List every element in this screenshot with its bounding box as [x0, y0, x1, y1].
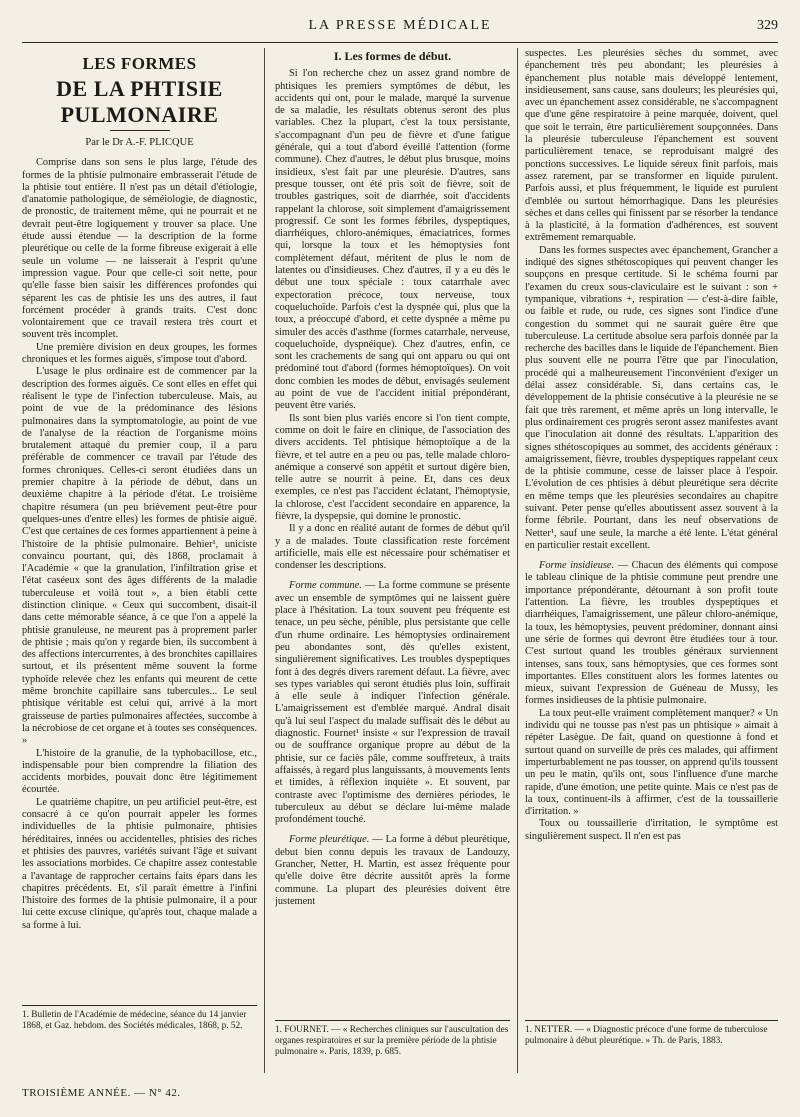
paragraph-forme-pleuretique [275, 834, 510, 908]
paragraph: La toux peut-elle vraiment complètement manquer? « Un individu qui ne tousse pas n'est pas un phtisique » aimait à répéter Lasègue. De fait, quand on questionne à fond et surtout quand on surveille de près ces malades, qui affirment imperturbablement ne pas tousser, on apprend qu'ils toussent un peu le matin, qu'ils ont, sous l'influence d'une marche rapide, d'une émotion, une petite quinte. Mais ce n'est pas de la toux, continuent-ils à affirmer, c'est de la toussaillerie d'irritation. » [525, 707, 778, 818]
paragraph: Il y a donc en réalité autant de formes de début qu'il y a de malades. Toute classification reste forcément artificielle, mais elle est nécessaire pour schématiser et condenser les descriptions. [275, 523, 510, 572]
column-1 [22, 48, 257, 1073]
issue-footer: TROISIÈME ANNÉE. — N° 42. [22, 1087, 181, 1099]
article-title-line2: DE LA PHTISIE PULMONAIRE [56, 76, 223, 127]
paragraph: Ils sont bien plus variés encore si l'on tient compte, comme on doit le faire en clinique, de l'association des divers accidents. Tel phtisique hémoptoïque a de la fièvre, et tel autre en a peu ou pas, telle malade chloro-anémique a conservé son appétit et surtout digère bien, telle autre se nourrit à peine. Et, dans ces deux exemples, ce n'est pas l'accident éclatant, l'hémoptysie, la chlorose, c'est l'accident secondaire en apparence, la fièvre, la dyspepsie, qui domine le pronostic. [275, 412, 510, 522]
paragraph: suspectes. Les pleurésies sèches du sommet, avec épanchement très peu abondant; les pleurésies à épanchement plus notable mais développé lentement, insidieusement, sans cause, sans douleurs; les pleurésies qui, avec un épanchement assez considérable, ne s'accompagnent que d'une gêne respiratoire à peine marquée, doivent, quel que soit le terrain, être particulièrement soupçonnées. Dans la pleurésie tuberculeuse l'épanchement est souvent particulièrement tenace, se reproduisant malgré des ponctions successives. Le liquide séreux finit parfois, mais assez rarement, par se transformer en liquide purulent. Parfois aussi, et plus fréquemment, le liquide est purulent d'emblée ou surtout hémorrhagique. Dans les pleurésies sèches et dans celles qui finissent par se résorber la tendance à la plasticité, à la formation d'adhérences, est souvent extrêmement remarquable. [525, 48, 778, 244]
column-divider [517, 48, 518, 1073]
paragraph: Comprise dans son sens le plus large, l'étude des formes de la phtisie pulmonaire embrasserait l'étude de la phtisie tout entière. Il n'est pas un détail d'étiologie, d'anatomie pathologique, de séméiologie, de diagnostic, de pronostic, de traitement même, qui ne pourrait et ne devrait peut-être logiquement y trouver sa place. Une étude aussi étendue — la description de la forme pleurétique ou celle de la forme fibreuse exigerait à elle seule un volume — ne laisserait à l'esprit qu'une impression vague. Pour que celle-ci soit nette, pour qu'elle fasse bien saisir les différences profondes qui séparent les cas de phtisie les uns des autres, il faut forcément procéder à grands traits. C'est donc volontairement que ce travail restera très court et souvent très incomplet. [22, 157, 257, 341]
article-title-line1: LES FORMES [82, 54, 197, 73]
paragraph: L'usage le plus ordinaire est de commencer par la description des formes aiguës. Ce sont elles en effet qui réalisent le type de l'infection tuberculeuse. Mais, au point de vue de la prédominance des lésions pulmonaires dans la symptomatologie, au point de vue de l'analyse de la réaction de l'organisme moins brutalement attaqué du premier coup, il a paru préférable de commencer ce travail par l'étude des formes chroniques. Celles-ci seront étudiées dans un premier chapitre à la période de début, dans un deuxième chapitre à la période d'état. Le troisième chapitre résumera (un peu brièvement peut-être pour quelques-unes d'entre elles) les formes de phtisie aiguë. C'est que certaines de ces formes appartiennent à peine à l'histoire de la phtisie pulmonaire. Behier¹, uniciste convaincu pourtant, qui, dès 1868, proclamait à l'Académie « que la granulation, l'infiltration grise et l'état caséeux sont des âges différents de la maladie tuberculeuse et voilà tout », a bien établi cette distinction clinique. « Ceux qui succombent, disait-il dans cette mémorable séance, à ce que l'on a appelé la phtisie granuleuse, ne meurent pas à proprement parler de phtisie ; mais qu'on y regarde bien, ils succombent à des affections intercurrentes, à des bronchites capillaires surtout, et ils présentent même souvent la forme typhoïde relevée chez les enfants qui meurent de cette même bronchite capillaire sans tubercules... Le seul phtisique véritable est celui qui, arrivé à la mort graisseuse de parties pulmonaires affectées, succombe à la nécrobiose de cet organe et à toutes ses conséquences. » [22, 366, 257, 747]
footnote-text: 1. NETTER. — « Diagnostic précoce d'une forme de tuberculose pulmonaire à début pleurétique. » Th. de Paris, 1883. [525, 1025, 768, 1046]
subsection-text: — La forme commune se présente avec un ensemble de symptômes qui ne laissent guère place à l'hésitation. La toux souvent peu fréquente est tenace, un peu sèche, pénible, plus persistante que celle d'un rhume ordinaire. Les hémoptysies ordinairement peu abondantes sont, dès qu'elles existent, singulièrement significatives. Les troubles dyspeptiques font à des degrés divers rarement défaut. La fièvre, avec ses types variables qui seront étudiés plus loin, suffirait à elle seule à indiquer l'infection générale. L'amaigrissement est d'emblée marqué. Andral disait qu'à lui seul l'aspect du malade suffisait dès le début au diagnostic. Fournet¹ insiste « sur l'expression de travail ou de souffrance organique propre au début de la phtisie, sur ce faciès pâle, comme souffreteux, à traits affaissés, à regard plus languissants, à mouvements lents et timides, à réflexion inquiète ». Et souvent, par contraste avec l'optimisme des dernières périodes, le tuberculeux au début se déclare lui-même malade profondément touché. [275, 580, 510, 826]
column-2 [275, 48, 510, 1016]
subsection-title: Forme commune. [289, 580, 362, 592]
paragraph-forme-insidieuse [525, 560, 778, 708]
page-number: 329 [757, 18, 778, 33]
article-author: Par le Dr A.-F. PLICQUE [85, 137, 194, 148]
page-header [22, 14, 778, 43]
paragraph: Si l'on recherche chez un assez grand nombre de phtisiques les premiers symptômes de début, les accidents qui ont, pour le malade, marqué la survenue de sa maladie, les résultats obtenus seront des plus variables. Chez la plupart, c'est la toux persistante, s'accompagnant d'un peu de fièvre et d'une fatigue générale, qui a tout d'abord éveillé l'attention (forme commune). Chez d'autres, le début plus brusque, moins insidieux, s'est fait par une pleurésie. D'autres, sans presque tousser, ont été pris soit de fièvre, soit de troubles gastriques, soit de diarrhée, soit d'accidents rappelant la chlorose, soit simplement d'amaigrissement progressif. Ce sont les formes fébriles, dyspeptiques, diarrhéiques, chloro-anémiques, émaciatrices, formes qui, lorsque la toux et les hémoptysies font complètement défaut, méritent de plus le nom de latentes ou d'insidieuses. Chez d'autres, il y a eu dès le début une toux spéciale : toux catarrhale avec expectoration précoce, toux nerveuse, toux coqueluchoïde. Parfois c'est la dyspnée qui, plus que la toux, a préoccupé d'abord, et cette dyspnée a même pu simuler des accès d'asthme (formes catarrhale, nerveuse, coqueluchoïde, dyspnéique). Chez d'autres, enfin, ce sont les crachements de sang qui ont apparu ou qui ont prédominé tout d'abord (formes hémoptoïques). On voit donc combien les modes de début, envisagés seulement au point de vue de l'accident initial prépondérant, peuvent être variés. [275, 68, 510, 412]
subsection-title: Forme insidieuse. [539, 560, 615, 572]
column-3 [525, 48, 778, 1016]
subsection-title: Forme pleurétique. [289, 834, 370, 846]
paragraph: Toux ou toussaillerie d'irritation, le symptôme est singulièrement suspect. Il n'en est pas [525, 818, 778, 842]
footnote-col1 [22, 1005, 257, 1032]
paragraph: L'histoire de la granulie, de la typhobacillose, etc., indispensable pour bien comprendre la filiation des accidents morbides, pouvait donc être légitimement écourtée. [22, 747, 257, 796]
journal-title: LA PRESSE MÉDICALE [308, 18, 492, 33]
paragraph: Dans les formes suspectes avec épanchement, Grancher a indiqué des signes sthétoscopiques qui peuvent changer les soupçons en presque certitude. Si le schéma fourni par l'examen du creux sous-claviculaire est le suivant : son + tympanique, vibrations +, respiration — c'est-à-dire faible, ou faible et rude, ou rude, ces signes sont l'indice d'une congestion du sommet qui ne saurait guère être que tuberculeuse. La certitude absolue sera parfois donnée par la recherche des bacilles dans le liquide de l'épanchement. Bien plus souvent elle ne pourra l'être que par l'inoculation, procédé qui a malheureusement l'inconvénient d'exiger un délai assez considérable. Si, dans certains cas, le développement de la phtisie consécutive à la pleurésie ne se fait que très rarement, et même après un long intervalle, le plus ordinairement ces progrès seront assez manifestes avant que l'inoculation ait donné des résultats. L'apparition des signes sthétoscopiques au sommet, des accidents généraux : amaigrissement, fièvre, troubles dyspeptiques rappelant ceux de la phtisie commune, cesse de laisser place à l'espoir. L'évolution de ces phtisies à début pleurétique sera décrite en même temps que les pleurésies secondaires au chapitre suivant. Peter pense qu'elles aboutissent assez souvent à la forme fébrile. Pourtant, dans les neuf observations de Netter¹, sauf une seule, la marche a été lente. L'état général en particulier restait excellent. [525, 244, 778, 551]
section-title: I. Les formes de début. [333, 49, 452, 63]
subsection-text: — La forme à début pleurétique, debut bien connu depuis les travaux de Landouzy, Grancher, Netter, H. Martin, est assez fréquente pour qu'elle doive être décrite aussitôt après la forme commune. La plupart des pleurésies doivent être justement [275, 834, 510, 907]
subsection-text: — Chacun des éléments qui compose le tableau clinique de la phtisie commune peut prendre une importance prépondérante, détournant à son profit toute l'attention. La fièvre, les troubles dyspeptiques et diarrhéiques, l'amaigrissement, une pâleur chloro-anémique, la toux, les hémoptysies, peuvent prédominer, donnant ainsi une série de formes qui devront être étudiées tour à tour. C'est surtout quand les troubles généraux surviennent intenses, sans toux, sans hémoptysies, que ces formes sont importantes. Elles constituent alors les formes latentes ou mieux, suivant l'expression de Guéneau de Mussy, les formes insidieuses de la phtisie pulmonaire. [525, 560, 778, 707]
paragraph-forme-commune [275, 580, 510, 826]
footnote-text: 1. FOURNET. — « Recherches cliniques sur l'auscultation des organes respiratoires et sur la première période de la phtisie pulmonaire ». Paris, 1839, p. 685. [275, 1025, 509, 1057]
footnote-col3 [525, 1020, 778, 1047]
title-rule [110, 130, 170, 131]
column-divider [264, 48, 265, 1073]
paragraph: Une première division en deux groupes, les formes chroniques et les formes aiguës, s'impose tout d'abord. [22, 341, 257, 366]
footnote-text: 1. Bulletin de l'Académie de médecine, séance du 14 janvier 1868, et Gaz. hebdom. des Sociétés médicales, 1868, p. 52. [22, 1010, 247, 1031]
footnote-col2 [275, 1020, 510, 1058]
paragraph: Le quatrième chapitre, un peu artificiel peut-être, est consacré à ce qu'on pourrait appeler les formes individuelles de la phtisie pulmonaire, phtisies héréditaires, innées ou accidentelles, phtisies des riches et phtisies des pauvres, variétés suivant l'âge et suivant les associations morbides. Ce chapitre assez contestable a l'avantage de rapprocher certains faits épars dans les chapitres précédents. Et, s'il paraît émettre à l'infini l'histoire des formes de la phtisie pulmonaire, il a pour lui cette excuse clinique, qu'après tout, chaque malade a sa forme à lui. [22, 796, 257, 931]
